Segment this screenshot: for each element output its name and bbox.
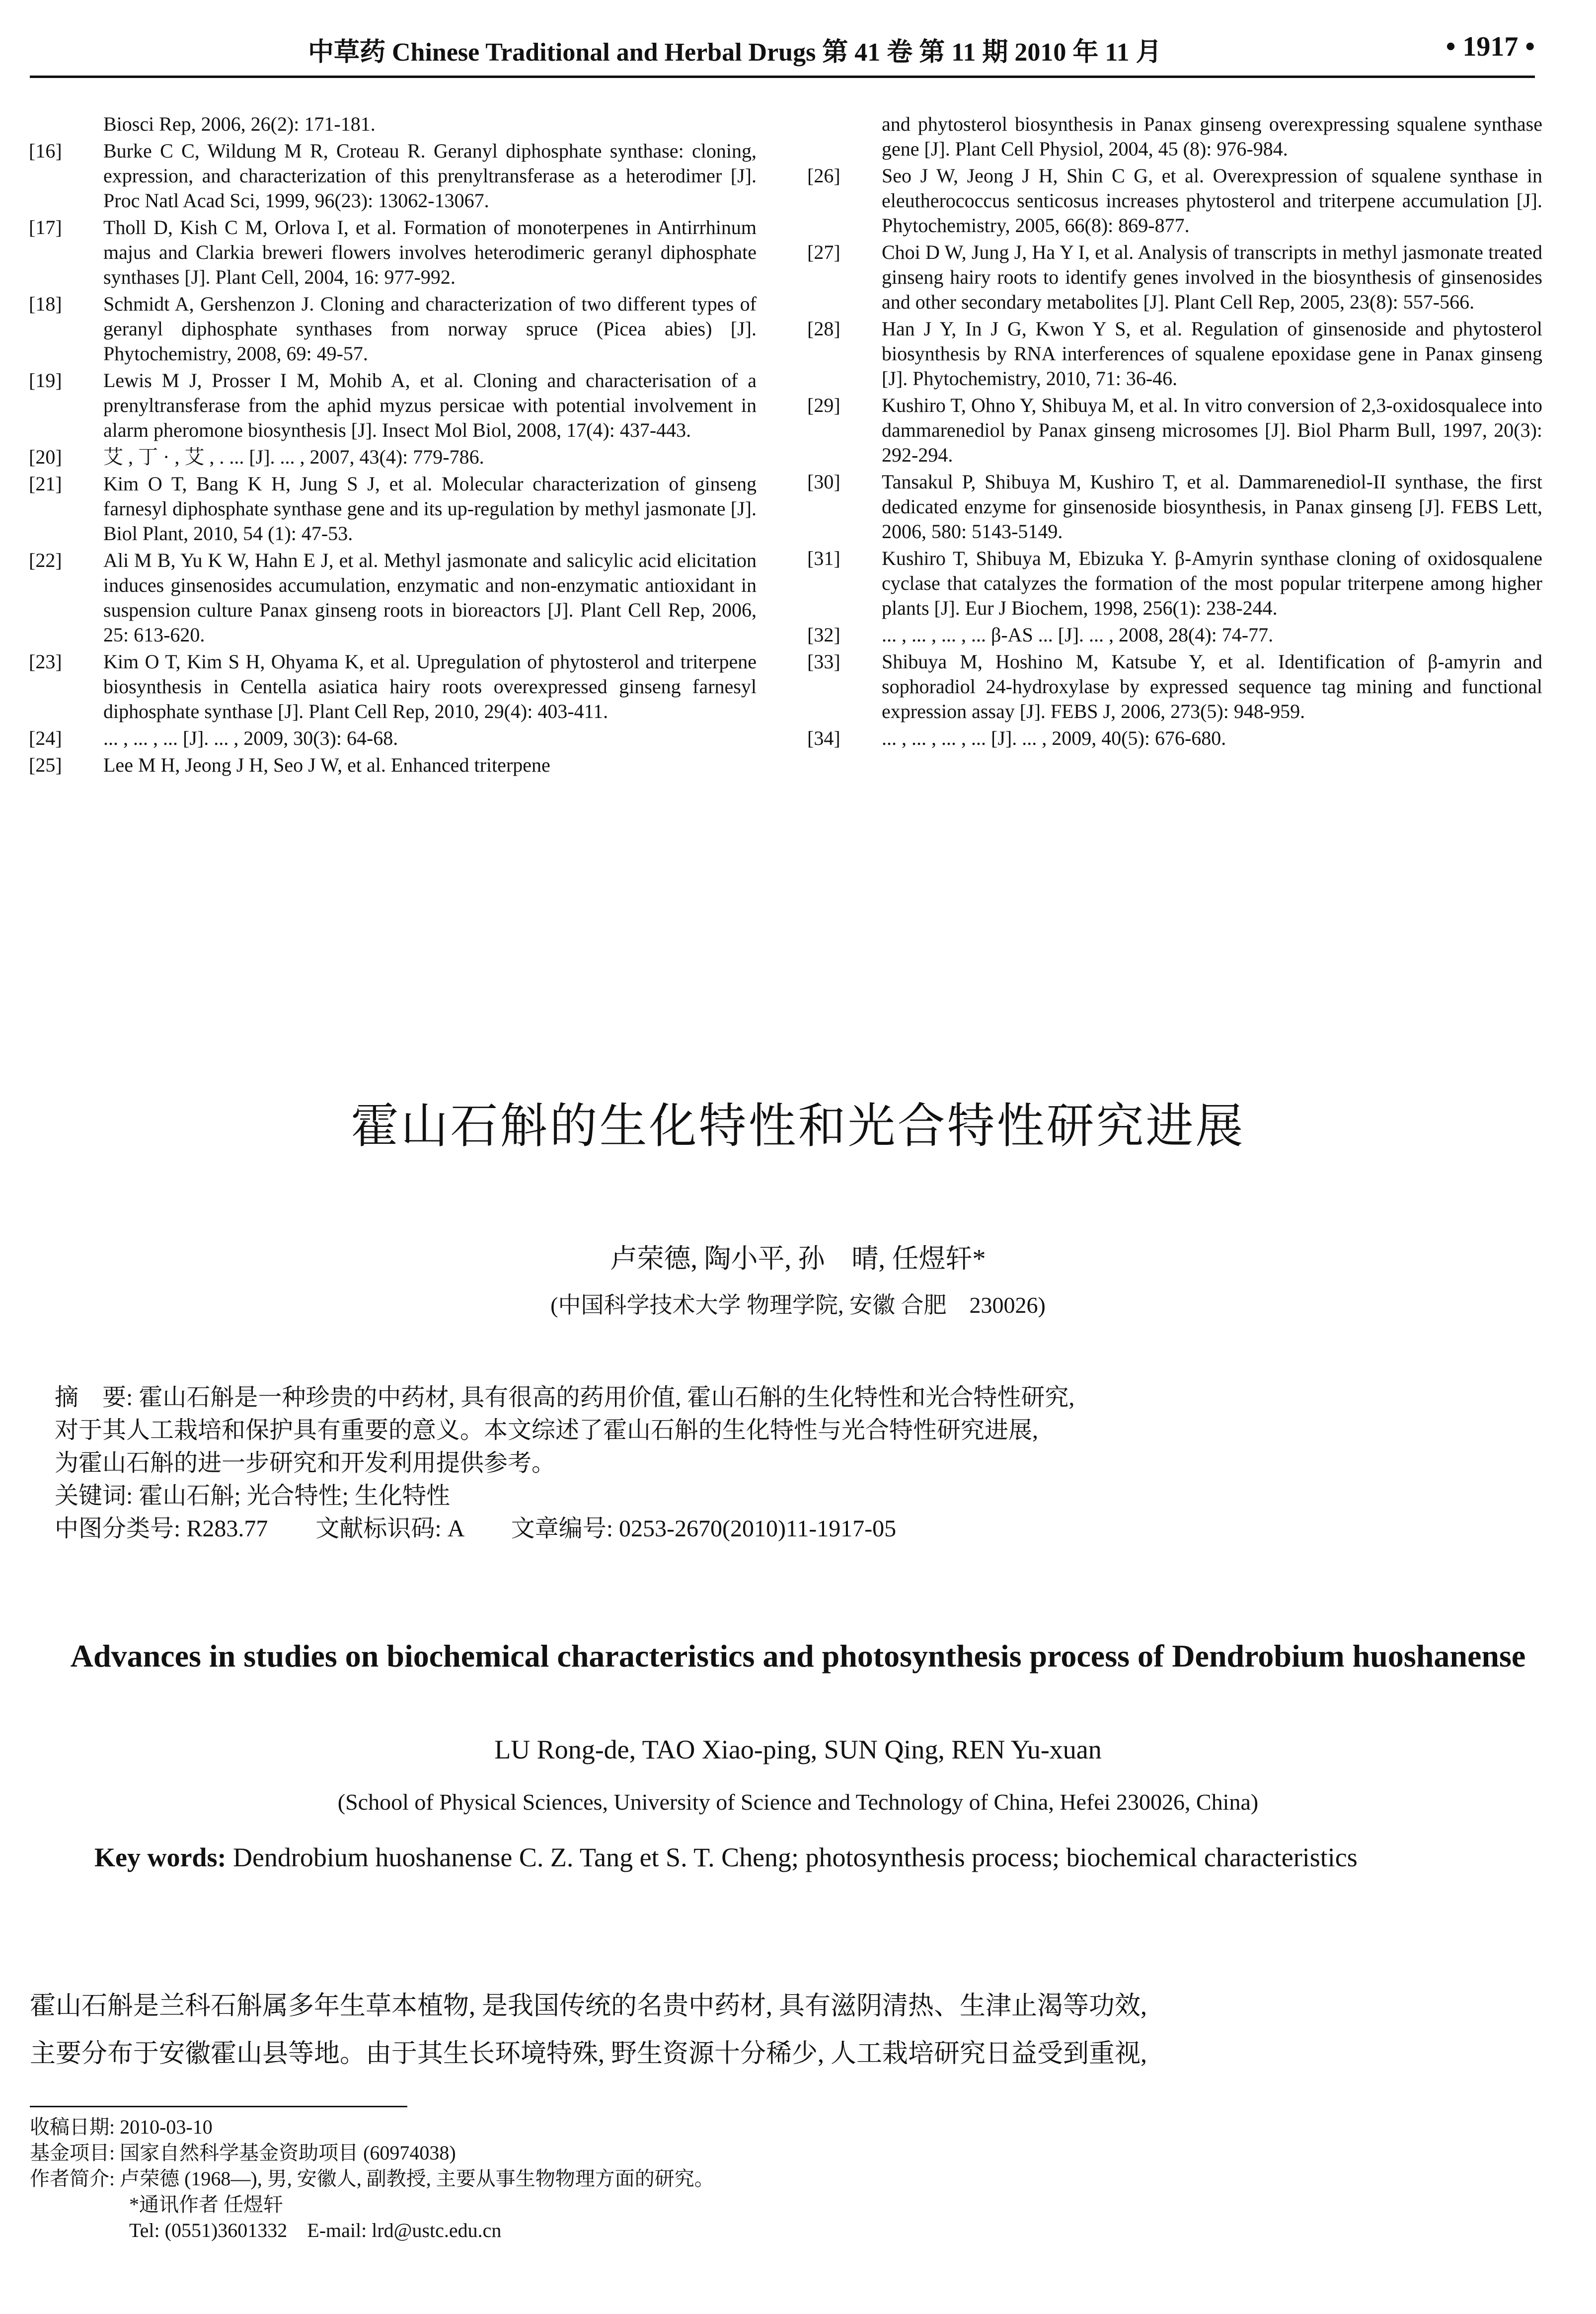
- footnote-received: 收稿日期: 2010-03-10: [30, 2116, 213, 2138]
- chinese-abstract: [55, 1381, 1535, 1545]
- reference-text: ... , ... , ... , ... [J]. ... , 2009, 40(5): 676-680.: [882, 727, 1226, 749]
- reference-text: Schmidt A, Gershenzon J. Cloning and characterization of two different types of geranyl diphosphate synthases from norway spruce (Picea abies) [J]. Phytochemistry, 2008, 69: 49-57.: [103, 293, 757, 365]
- chinese-keywords: 关键词: 霍山石斛; 光合特性; 生化特性: [55, 1483, 451, 1509]
- reference-entry: [807, 470, 1542, 544]
- chinese-title: 霍山石斛的生化特性和光合特性研究进展: [351, 1100, 1245, 1153]
- reference-text: Biosci Rep, 2006, 26(2): 171-181.: [103, 113, 376, 135]
- reference-entry: [29, 649, 757, 724]
- reference-entry: [807, 163, 1542, 238]
- english-authors: LU Rong-de, TAO Xiao-ping, SUN Qing, REN Yu-xuan: [494, 1735, 1102, 1764]
- reference-text: Kim O T, Bang K H, Jung S J, et al. Molecular characterization of ginseng farnesyl diphosphate synthase gene and its up-regulation by methyl jasmonate [J]. Biol Plant, 2010, 54 (1): 47-53.: [103, 473, 757, 545]
- reference-number: [32]: [807, 624, 840, 646]
- body-line: 霍山石斛是兰科石斛属多年生草本植物, 是我国传统的名贵中药材, 具有滋阴清热、生津止渴等功效,: [30, 1992, 1147, 2020]
- journal-header: 中草药 Chinese Traditional and Herbal Drugs 第 41 卷 第 11 期 2010 年 11 月: [308, 38, 1162, 67]
- abstract-line: 为霍山石斛的进一步研究和开发利用提供参考。: [55, 1450, 556, 1476]
- reference-number: [17]: [29, 216, 62, 239]
- reference-number: [31]: [807, 547, 840, 569]
- footnote-rule: [30, 2106, 407, 2107]
- abstract-line: 对于其人工栽培和保护具有重要的意义。本文综述了霍山石斛的生化特性与光合特性研究进展,: [55, 1417, 1039, 1443]
- reference-entry: [29, 112, 757, 137]
- footnote-corresponding: *通讯作者 任煜轩: [129, 2193, 283, 2216]
- reference-number: [30]: [807, 471, 840, 493]
- reference-text: Ali M B, Yu K W, Hahn E J, et al. Methyl jasmonate and salicylic acid elicitation induces ginsenosides accumulation, enzymatic and non-enzymatic antioxidant in suspension culture Panax ginseng roots in bioreactors [J]. Plant Cell Rep, 2006, 25: 613-620.: [103, 549, 757, 646]
- reference-number: [19]: [29, 369, 62, 392]
- reference-text: ... , ... , ... [J]. ... , 2009, 30(3): 64-68.: [103, 727, 398, 749]
- footnote-fund: 基金项目: 国家自然科学基金资助项目 (60974038): [30, 2142, 456, 2164]
- reference-text: Kushiro T, Ohno Y, Shibuya M, et al. In vitro conversion of 2,3-oxidosqualece into dammarenediol by Panax ginseng microsomes [J]. Biol Pharm Bull, 1997, 20(3): 292-294.: [882, 394, 1542, 466]
- reference-number: [20]: [29, 446, 62, 468]
- reference-text: 艾 , 丁 · , 艾 , . ... [J]. ... , 2007, 43(4): 779-786.: [103, 446, 484, 468]
- reference-number: [26]: [807, 164, 840, 187]
- reference-entry: [807, 112, 1542, 161]
- abstract-line: 摘 要: 霍山石斛是一种珍贵的中药材, 具有很高的药用价值, 霍山石斛的生化特性和光合特性研究,: [55, 1384, 1075, 1411]
- footnotes: [30, 2114, 1540, 2243]
- reference-text: Lewis M J, Prosser I M, Mohib A, et al. Cloning and characterisation of a prenyltransferase from the aphid myzus persicae with potential involvement in alarm pheromone biosynthesis [J]. Insect Mol Biol, 2008, 17(4): 437-443.: [103, 369, 757, 441]
- reference-entry: [29, 726, 757, 751]
- reference-text: Choi D W, Jung J, Ha Y I, et al. Analysis of transcripts in methyl jasmonate treated ginseng hairy roots to identify genes involved in the biosynthesis of ginsenosides and other secondary metabolites [J]. Plant Cell Rep, 2005, 23(8): 557-566.: [882, 241, 1542, 313]
- reference-number: [22]: [29, 549, 62, 571]
- reference-text: Kushiro T, Shibuya M, Ebizuka Y. β-Amyrin synthase cloning of oxidosqualene cyclase that catalyzes the formation of the most popular triterpene among higher plants [J]. Eur J Biochem, 1998, 256(1): 238-244.: [882, 547, 1542, 619]
- reference-entry: [807, 726, 1542, 751]
- reference-number: [34]: [807, 727, 840, 749]
- reference-entry: [807, 623, 1542, 647]
- english-affiliation: (School of Physical Sciences, University of Science and Technology of China, Hefei 230026, China): [337, 1789, 1259, 1815]
- classification-line: 中图分类号: R283.77 文献标识码: A 文章编号: 0253-2670(2010)11-1917-05: [55, 1516, 897, 1542]
- footnote-contact: Tel: (0551)3601332 E-mail: lrd@ustc.edu.cn: [129, 2219, 502, 2241]
- header-rule: [30, 76, 1535, 78]
- reference-entry: [807, 317, 1542, 391]
- body-line: 主要分布于安徽霍山县等地。由于其生长环境特殊, 野生资源十分稀少, 人工栽培研究日益受到重视,: [30, 2040, 1147, 2068]
- reference-entry: [29, 292, 757, 366]
- keywords-text: Dendrobium huoshanense C. Z. Tang et S. T. Cheng; photosynthesis process; biochemical characteristics: [232, 1842, 1358, 1872]
- reference-entry: [29, 548, 757, 647]
- reference-number: [24]: [29, 727, 62, 749]
- reference-text: Kim O T, Kim S H, Ohyama K, et al. Upregulation of phytosterol and triterpene biosynthesis in Centella asiatica hairy roots overexpressed ginseng farnesyl diphosphate synthase [J]. Plant Cell Rep, 2010, 29(4): 403-411.: [103, 650, 757, 722]
- reference-text: Seo J W, Jeong J H, Shin C G, et al. Overexpression of squalene synthase in eleutherococcus senticosus increases phytosterol and triterpene accumulation [J]. Phytochemistry, 2005, 66(8): 869-877.: [882, 164, 1542, 237]
- reference-entry: [29, 215, 757, 290]
- footnote-author: 作者简介: 卢荣德 (1968—), 男, 安徽人, 副教授, 主要从事生物物理方面的研究。: [30, 2167, 714, 2190]
- reference-entry: [29, 139, 757, 213]
- keywords-label: Key words:: [94, 1842, 227, 1872]
- reference-entry: [29, 753, 757, 778]
- references-right-column: [807, 112, 1542, 753]
- reference-text: Lee M H, Jeong J H, Seo J W, et al. Enhanced triterpene: [103, 754, 550, 776]
- reference-entry: [807, 649, 1542, 724]
- reference-text: Tholl D, Kish C M, Orlova I, et al. Formation of monoterpenes in Antirrhinum majus and Clarkia breweri flowers involves heterodimeric geranyl diphosphate synthases [J]. Plant Cell, 2004, 16: 977-992.: [103, 216, 757, 288]
- reference-text: and phytosterol biosynthesis in Panax ginseng overexpressing squalene synthase gene [J]. Plant Cell Physiol, 2004, 45 (8): 976-984.: [882, 113, 1542, 160]
- running-header: [30, 26, 1535, 80]
- reference-number: [18]: [29, 293, 62, 315]
- reference-text: Burke C C, Wildung M R, Croteau R. Geranyl diphosphate synthase: cloning, expression, and characterization of this prenyltransferase as a heterodimer [J]. Proc Natl Acad Sci, 1999, 96(23): 13062-13067.: [103, 140, 757, 212]
- reference-entry: [807, 240, 1542, 315]
- chinese-authors: 卢荣德, 陶小平, 孙 晴, 任煜轩*: [610, 1244, 986, 1274]
- reference-number: [25]: [29, 754, 62, 776]
- reference-entry: [807, 546, 1542, 621]
- reference-text: Tansakul P, Shibuya M, Kushiro T, et al. Dammarenediol-II synthase, the first dedicated enzyme for ginsenoside biosynthesis, in Panax ginseng [J]. FEBS Lett, 2006, 580: 5143-5149.: [882, 471, 1542, 543]
- body-paragraph: [30, 1983, 1540, 2078]
- references-left-column: [29, 112, 757, 780]
- reference-number: [23]: [29, 650, 62, 673]
- reference-entry: [807, 393, 1542, 468]
- reference-number: [33]: [807, 650, 840, 673]
- reference-number: [21]: [29, 473, 62, 495]
- reference-entry: [29, 445, 757, 470]
- reference-entry: [29, 368, 757, 443]
- page-number: • 1917 •: [1445, 31, 1535, 62]
- reference-entry: [29, 472, 757, 546]
- reference-text: Han J Y, In J G, Kwon Y S, et al. Regulation of ginsenoside and phytosterol biosynthesis by RNA interferences of squalene epoxidase gene in Panax ginseng [J]. Phytochemistry, 2010, 71: 36-46.: [882, 318, 1542, 390]
- chinese-affiliation: (中国科学技术大学 物理学院, 安徽 合肥 230026): [550, 1292, 1046, 1318]
- english-keywords: [30, 1834, 1540, 1881]
- reference-number: [27]: [807, 241, 840, 263]
- reference-number: [28]: [807, 318, 840, 340]
- reference-number: [16]: [29, 140, 62, 162]
- reference-text: Shibuya M, Hoshino M, Katsube Y, et al. Identification of β-amyrin and sophoradiol 24-hydroxylase by expressed sequence tag mining and functional expression assay [J]. FEBS J, 2006, 273(5): 948-959.: [882, 650, 1542, 722]
- reference-number: [29]: [807, 394, 840, 416]
- english-title: Advances in studies on biochemical characteristics and photosynthesis process of Dendrobium huoshanense: [70, 1638, 1526, 1674]
- reference-text: ... , ... , ... , ... β-AS ... [J]. ... , 2008, 28(4): 74-77.: [882, 624, 1274, 646]
